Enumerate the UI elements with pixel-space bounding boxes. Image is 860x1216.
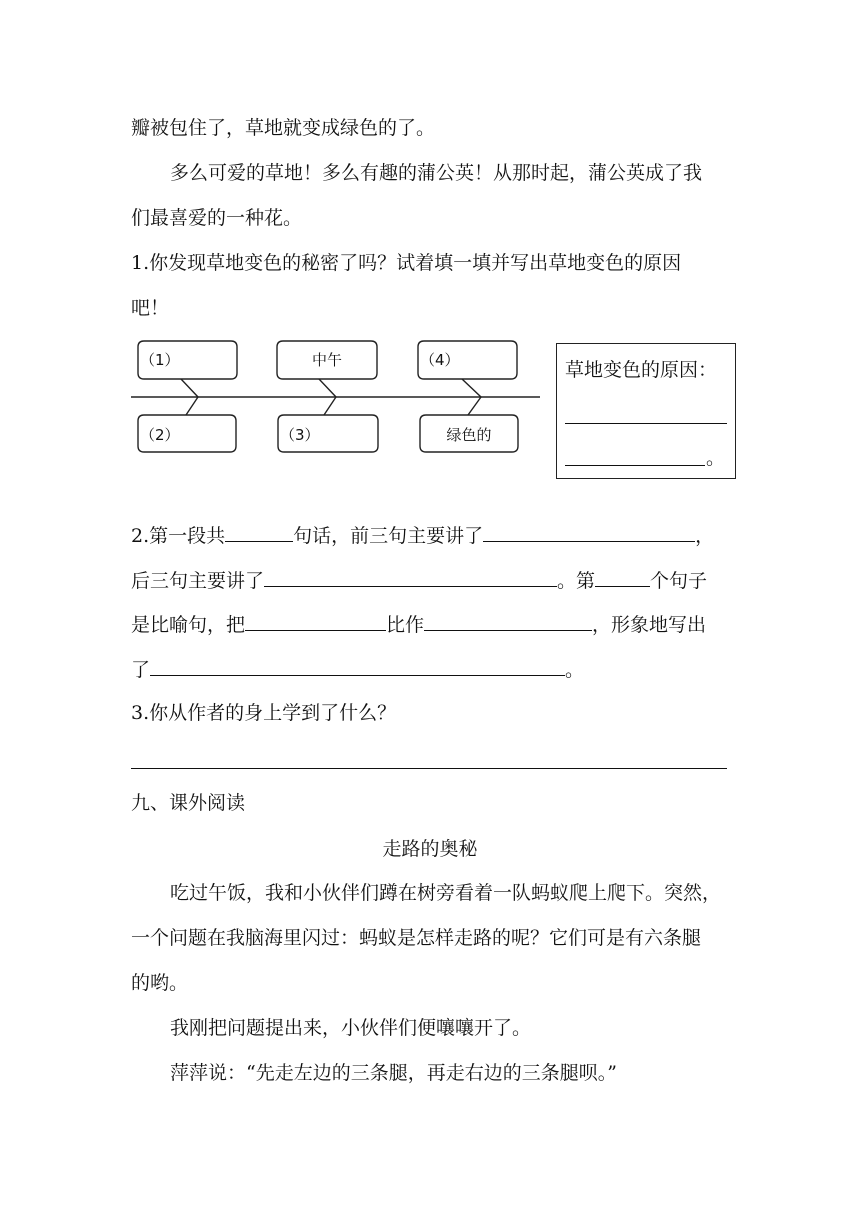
q2-text-2a: 后三句主要讲了 — [131, 570, 265, 592]
question-2-line-1 — [131, 522, 714, 548]
diagram-green-label: 绿色的 — [446, 426, 492, 444]
q2-text-3b: 比作 — [386, 614, 425, 636]
reading-p1-line-2: 一个问题在我脑海里闪过：蚂蚁是怎样走路的呢？它们可是有六条腿 — [131, 927, 702, 949]
q2-text-2b: 。第 — [557, 570, 596, 592]
section-heading: 九、课外阅读 — [131, 792, 246, 814]
reason-answer-line-2[interactable] — [565, 465, 705, 466]
question-2-line-3 — [131, 611, 706, 637]
passage-line-1: 瓣被包住了，草地就变成绿色的了。 — [131, 117, 436, 139]
q2-blank-sentence-count[interactable] — [225, 522, 293, 542]
q2-text-3a: 是比喻句，把 — [131, 614, 246, 636]
reason-end-mark: 。 — [706, 447, 726, 469]
q3-answer-line[interactable] — [131, 768, 727, 769]
q2-blank-first-three[interactable] — [483, 522, 695, 542]
question-2-line-2 — [131, 567, 707, 593]
question-1-line-1: 1.你发现草地变色的秘密了吗？试着填一填并写出草地变色的原因 — [131, 252, 682, 274]
reason-answer-line-1[interactable] — [565, 423, 727, 424]
q2-blank-sentence-number[interactable] — [595, 567, 650, 587]
diagram-box-3-label: （3） — [280, 426, 320, 444]
q2-text-2c: 个句子 — [650, 570, 708, 592]
reading-p3: 萍萍说：“先走左边的三条腿，再走右边的三条腿呗。” — [170, 1062, 617, 1084]
q2-text-3c: ，形象地写出 — [592, 614, 707, 636]
q2-text-1a: 2.第一段共 — [131, 525, 226, 547]
question-2-line-4 — [131, 656, 584, 682]
diagram-box-4-label: （4） — [420, 351, 460, 369]
passage-line-2: 多么可爱的草地！多么有趣的蒲公英！从那时起，蒲公英成了我 — [170, 162, 703, 184]
q2-blank-subject[interactable] — [245, 611, 386, 631]
diagram-box-1-label: （1） — [140, 351, 180, 369]
q2-text-4b: 。 — [565, 659, 585, 681]
q2-blank-vivid-description[interactable] — [150, 656, 565, 676]
reason-box — [556, 343, 736, 479]
q2-text-1b: 句话，前三句主要讲了 — [293, 525, 484, 547]
diagram-noon-label: 中午 — [311, 351, 342, 369]
reason-title: 草地变色的原因： — [565, 359, 718, 381]
question-1-line-2: 吧！ — [131, 297, 170, 319]
reading-p1-line-1: 吃过午饭，我和小伙伴们蹲在树旁看着一队蚂蚁爬上爬下。突然， — [170, 882, 722, 904]
reading-title: 走路的奥秘 — [382, 838, 478, 860]
question-3: 3.你从作者的身上学到了什么？ — [131, 702, 397, 724]
reading-p2: 我刚把问题提出来，小伙伴们便嚷嚷开了。 — [170, 1017, 532, 1039]
q2-text-1c: ， — [695, 525, 715, 547]
q2-text-4a: 了 — [131, 659, 151, 681]
passage-line-3: 们最喜爱的一种花。 — [131, 207, 303, 229]
q2-blank-compared-to[interactable] — [424, 611, 592, 631]
diagram-box-2-label: （2） — [140, 426, 180, 444]
q2-blank-last-three[interactable] — [264, 567, 557, 587]
reading-p1-line-3: 的哟。 — [131, 972, 189, 994]
